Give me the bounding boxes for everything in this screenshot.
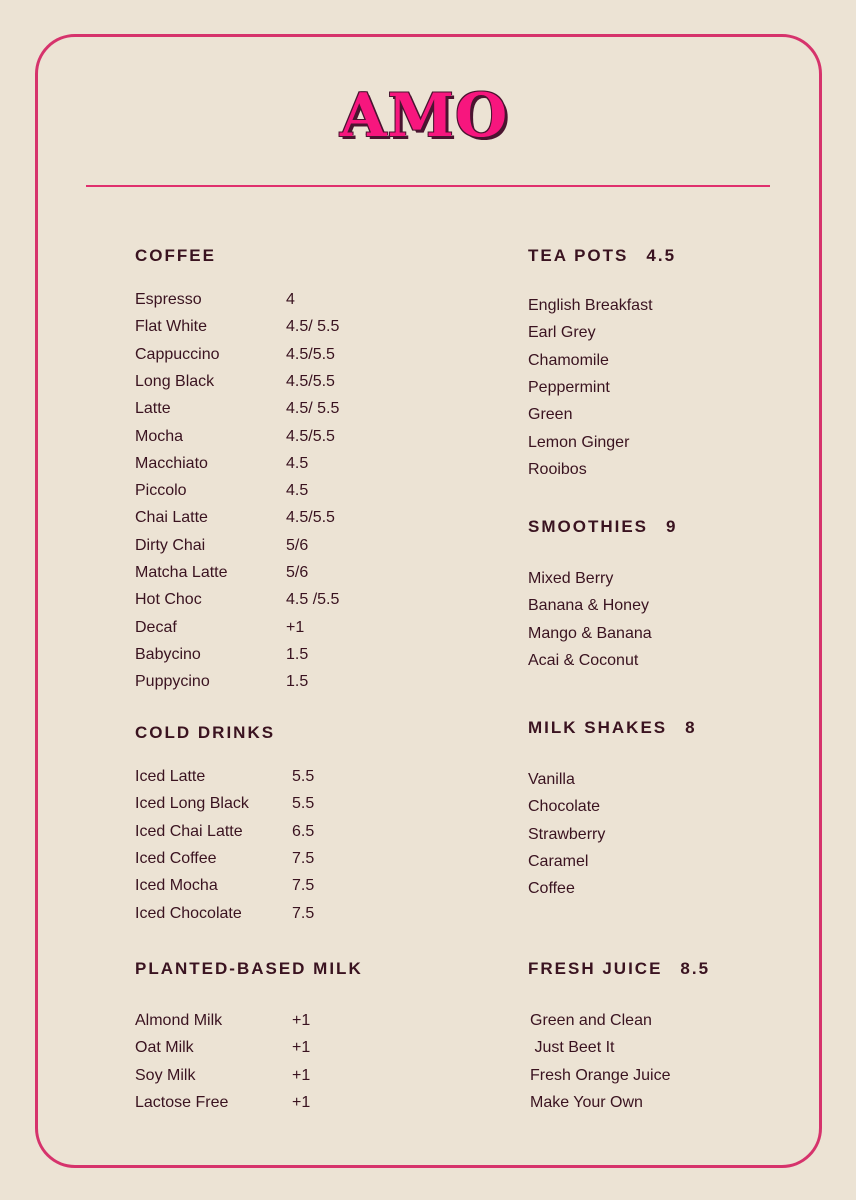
- tea-pots-item-name: Rooibos: [528, 461, 587, 478]
- coffee-item-price: 4.5 /5.5: [286, 591, 340, 608]
- coffee-item-name: Piccolo: [135, 482, 187, 499]
- coffee-item-price: 4.5/ 5.5: [286, 400, 340, 417]
- cold-drinks-heading: [135, 723, 275, 743]
- cold-drinks-heading-title: COLD DRINKS: [135, 723, 276, 742]
- smoothies-heading: [528, 517, 677, 537]
- cold-drinks-item-name: Iced Mocha: [135, 877, 218, 894]
- milk-shakes-item-name: Caramel: [528, 853, 589, 870]
- coffee-item-price: 5/6: [286, 564, 309, 581]
- fresh-juice-heading: [528, 959, 710, 979]
- cold-drinks-item-name: Iced Chocolate: [135, 905, 242, 922]
- tea-pots-item-name: Earl Grey: [528, 324, 596, 341]
- milk-shakes-heading-price: 8: [685, 718, 697, 737]
- fresh-juice-heading-price: 8.5: [680, 959, 711, 978]
- coffee-item-name: Matcha Latte: [135, 564, 228, 581]
- tea-pots-item-name: English Breakfast: [528, 297, 653, 314]
- coffee-item-price: 1.5: [286, 673, 309, 690]
- coffee-item-name: Decaf: [135, 619, 177, 636]
- cold-drinks-item-name: Iced Long Black: [135, 795, 249, 812]
- plant-milk-item-price: +1: [292, 1039, 311, 1056]
- cold-drinks-item-name: Iced Latte: [135, 768, 206, 785]
- coffee-item-price: 4.5: [286, 482, 309, 499]
- tea-pots-item-name: Peppermint: [528, 379, 610, 396]
- milk-shakes-item-name: Strawberry: [528, 826, 606, 843]
- coffee-item-name: Dirty Chai: [135, 537, 206, 554]
- brand-logo: AMO: [340, 81, 509, 151]
- coffee-item-price: +1: [286, 619, 305, 636]
- plant-milk-item-price: +1: [292, 1012, 311, 1029]
- coffee-item-price: 5/6: [286, 537, 309, 554]
- coffee-item-name: Cappuccino: [135, 346, 220, 363]
- cold-drinks-item-price: 5.5: [292, 768, 315, 785]
- plant-milk-heading-title: PLANTED-BASED MILK: [135, 959, 363, 978]
- coffee-item-price: 4.5/ 5.5: [286, 318, 340, 335]
- tea-pots-heading: [528, 246, 676, 266]
- tea-pots-item-name: Green: [528, 406, 573, 423]
- coffee-item-price: 4.5/5.5: [286, 428, 335, 445]
- fresh-juice-heading-title: FRESH JUICE: [528, 959, 663, 978]
- milk-shakes-item-name: Chocolate: [528, 798, 601, 815]
- coffee-item-price: 1.5: [286, 646, 309, 663]
- smoothies-heading-price: 9: [666, 517, 678, 536]
- coffee-item-price: 4: [286, 291, 295, 308]
- cold-drinks-item-price: 7.5: [292, 877, 315, 894]
- header-divider: [86, 185, 770, 187]
- milk-shakes-heading-title: MILK SHAKES: [528, 718, 668, 737]
- cold-drinks-item-price: 7.5: [292, 905, 315, 922]
- milk-shakes-item-name: Vanilla: [528, 771, 575, 788]
- coffee-item-price: 4.5/5.5: [286, 346, 335, 363]
- smoothies-item-name: Acai & Coconut: [528, 652, 639, 669]
- smoothies-item-name: Banana & Honey: [528, 597, 649, 614]
- plant-milk-item-name: Lactose Free: [135, 1094, 229, 1111]
- plant-milk-item-name: Soy Milk: [135, 1067, 196, 1084]
- plant-milk-item-name: Oat Milk: [135, 1039, 194, 1056]
- tea-pots-heading-price: 4.5: [646, 246, 677, 265]
- coffee-heading: [135, 246, 216, 266]
- fresh-juice-item-name: Fresh Orange Juice: [530, 1067, 671, 1084]
- coffee-item-name: Long Black: [135, 373, 215, 390]
- smoothies-item-name: Mixed Berry: [528, 570, 614, 587]
- coffee-item-name: Macchiato: [135, 455, 208, 472]
- cold-drinks-item-price: 7.5: [292, 850, 315, 867]
- plant-milk-item-price: +1: [292, 1094, 311, 1111]
- tea-pots-item-name: Lemon Ginger: [528, 434, 630, 451]
- tea-pots-heading-title: TEA POTS: [528, 246, 629, 265]
- coffee-item-price: 4.5/5.5: [286, 373, 335, 390]
- coffee-item-name: Espresso: [135, 291, 202, 308]
- coffee-item-price: 4.5: [286, 455, 309, 472]
- coffee-item-name: Babycino: [135, 646, 201, 663]
- fresh-juice-item-name: Make Your Own: [530, 1094, 643, 1111]
- smoothies-heading-title: SMOOTHIES: [528, 517, 649, 536]
- cold-drinks-item-price: 5.5: [292, 795, 315, 812]
- coffee-heading-title: COFFEE: [135, 246, 216, 265]
- milk-shakes-item-name: Coffee: [528, 880, 575, 897]
- fresh-juice-item-name: Just Beet It: [530, 1039, 615, 1056]
- coffee-item-name: Flat White: [135, 318, 208, 335]
- tea-pots-item-name: Chamomile: [528, 352, 609, 369]
- cold-drinks-item-name: Iced Coffee: [135, 850, 217, 867]
- cold-drinks-item-price: 6.5: [292, 823, 315, 840]
- coffee-item-name: Latte: [135, 400, 171, 417]
- plant-milk-item-name: Almond Milk: [135, 1012, 223, 1029]
- coffee-item-name: Hot Choc: [135, 591, 202, 608]
- fresh-juice-item-name: Green and Clean: [530, 1012, 652, 1029]
- plant-milk-item-price: +1: [292, 1067, 311, 1084]
- coffee-item-name: Puppycino: [135, 673, 210, 690]
- cold-drinks-item-name: Iced Chai Latte: [135, 823, 243, 840]
- plant-milk-heading: [135, 959, 363, 979]
- coffee-item-price: 4.5/5.5: [286, 509, 335, 526]
- milk-shakes-heading: [528, 718, 697, 738]
- coffee-item-name: Mocha: [135, 428, 184, 445]
- smoothies-item-name: Mango & Banana: [528, 625, 652, 642]
- coffee-item-name: Chai Latte: [135, 509, 208, 526]
